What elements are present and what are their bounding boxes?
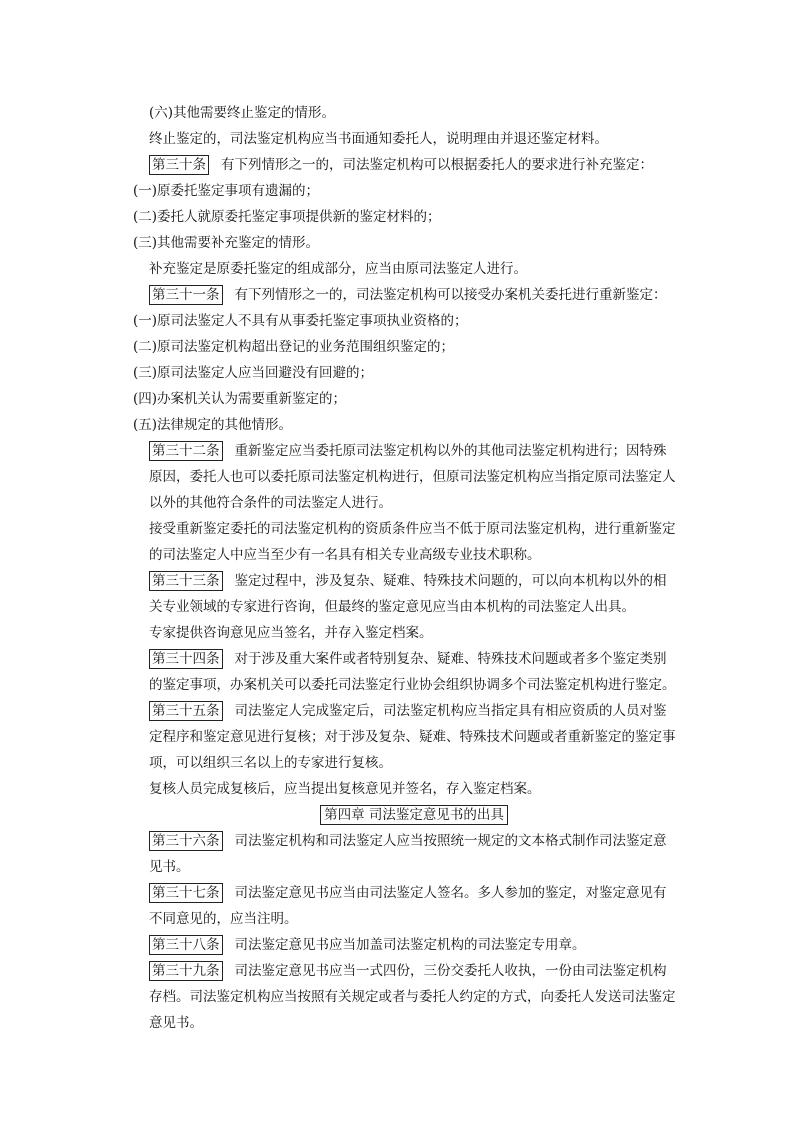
list-item: (五)法律规定的其他情形。 [133, 417, 293, 433]
article-paragraph [149, 438, 679, 516]
article-text: 鉴定过程中，涉及复杂、疑难、特殊技术问题的，可以向本机构以外的相关专业领域的专家进行咨询，但最终的鉴定意见应当由本机构的司法鉴定人出具。 [149, 573, 667, 615]
text-paragraph: 补充鉴定是原委托鉴定的组成部分，应当由原司法鉴定人进行。 [149, 261, 527, 277]
article-text: 司法鉴定人完成鉴定后，司法鉴定机构应当指定具有相应资质的人员对鉴定程序和鉴定意见进行复核；对于涉及复杂、疑难、特殊技术问题或者重新鉴定的鉴定事项，可以组织三名以上的专家进行复核。 [149, 703, 676, 771]
text-paragraph: 复核人员完成复核后，应当提出复核意见并签名，存入鉴定档案。 [149, 781, 541, 797]
article-text: 司法鉴定意见书应当由司法鉴定人签名。多人参加的鉴定，对鉴定意见有不同意见的，应当注明。 [149, 885, 667, 927]
article-number-label: 第三十三条 [149, 571, 223, 591]
article-number-label: 第三十一条 [149, 285, 223, 305]
article-number-label: 第三十六条 [149, 831, 223, 851]
article-paragraph [149, 646, 679, 698]
list-item: (一)原委托鉴定事项有遗漏的； [133, 183, 320, 199]
article-text: 司法鉴定意见书应当一式四份，三份交委托人收执，一份由司法鉴定机构存档。司法鉴定机构应当按照有关规定或者与委托人约定的方式，向委托人发送司法鉴定意见书。 [149, 963, 676, 1031]
text-paragraph: 终止鉴定的，司法鉴定机构应当书面通知委托人，说明理由并退还鉴定材料。 [149, 131, 608, 147]
article-number-label: 第三十四条 [149, 649, 223, 669]
article-paragraph [149, 152, 679, 178]
text-paragraph: 专家提供咨询意见应当签名，并存入鉴定档案。 [149, 625, 433, 641]
article-paragraph [149, 282, 679, 308]
chapter-heading [149, 802, 679, 828]
article-number-label: 第三十五条 [149, 701, 223, 721]
article-paragraph [149, 880, 679, 932]
text-paragraph: 接受重新鉴定委托的司法鉴定机构的资质条件应当不低于原司法鉴定机构，进行重新鉴定的司法鉴定人中应当至少有一名具有相关专业高级专业技术职称。 [149, 521, 676, 563]
article-number-label: 第三十二条 [149, 441, 223, 461]
article-text: 有下列情形之一的，司法鉴定机构可以接受办案机关委托进行重新鉴定： [234, 287, 667, 303]
list-item: (二)原司法鉴定机构超出登记的业务范围组织鉴定的； [133, 339, 455, 355]
article-paragraph [149, 932, 679, 958]
document-body [133, 100, 679, 1036]
article-text: 司法鉴定意见书应当加盖司法鉴定机构的司法鉴定专用章。 [234, 937, 586, 953]
list-item: (二)委托人就原委托鉴定事项提供新的鉴定材料的； [133, 209, 441, 225]
article-paragraph [149, 698, 679, 776]
article-number-label: 第三十九条 [149, 961, 223, 981]
article-text: 重新鉴定应当委托原司法鉴定机构以外的其他司法鉴定机构进行；因特殊原因，委托人也可以委托原司法鉴定机构进行，但原司法鉴定机构应当指定原司法鉴定人以外的其他符合条件的司法鉴定人进行。 [149, 443, 676, 511]
chapter-title: 第四章 司法鉴定意见书的出具 [320, 805, 508, 825]
article-paragraph [149, 568, 679, 620]
list-item: (一)原司法鉴定人不具有从事委托鉴定事项执业资格的； [133, 313, 468, 329]
article-paragraph [149, 828, 679, 880]
article-number-label: 第三十条 [149, 155, 209, 175]
list-item: (三)其他需要补充鉴定的情形。 [133, 235, 320, 251]
text-paragraph: (六)其他需要终止鉴定的情形。 [149, 105, 336, 121]
article-number-label: 第三十七条 [149, 883, 223, 903]
article-text: 有下列情形之一的，司法鉴定机构可以根据委托人的要求进行补充鉴定： [221, 157, 653, 173]
list-item: (三)原司法鉴定人应当回避没有回避的； [133, 365, 374, 381]
article-paragraph [149, 958, 679, 1036]
list-item: (四)办案机关认为需要重新鉴定的； [133, 391, 347, 407]
article-text: 对于涉及重大案件或者特别复杂、疑难、特殊技术问题或者多个鉴定类别的鉴定事项，办案机关可以委托司法鉴定行业协会组织协调多个司法鉴定机构进行鉴定。 [149, 651, 676, 693]
article-number-label: 第三十八条 [149, 935, 223, 955]
article-text: 司法鉴定机构和司法鉴定人应当按照统一规定的文本格式制作司法鉴定意见书。 [149, 833, 667, 875]
